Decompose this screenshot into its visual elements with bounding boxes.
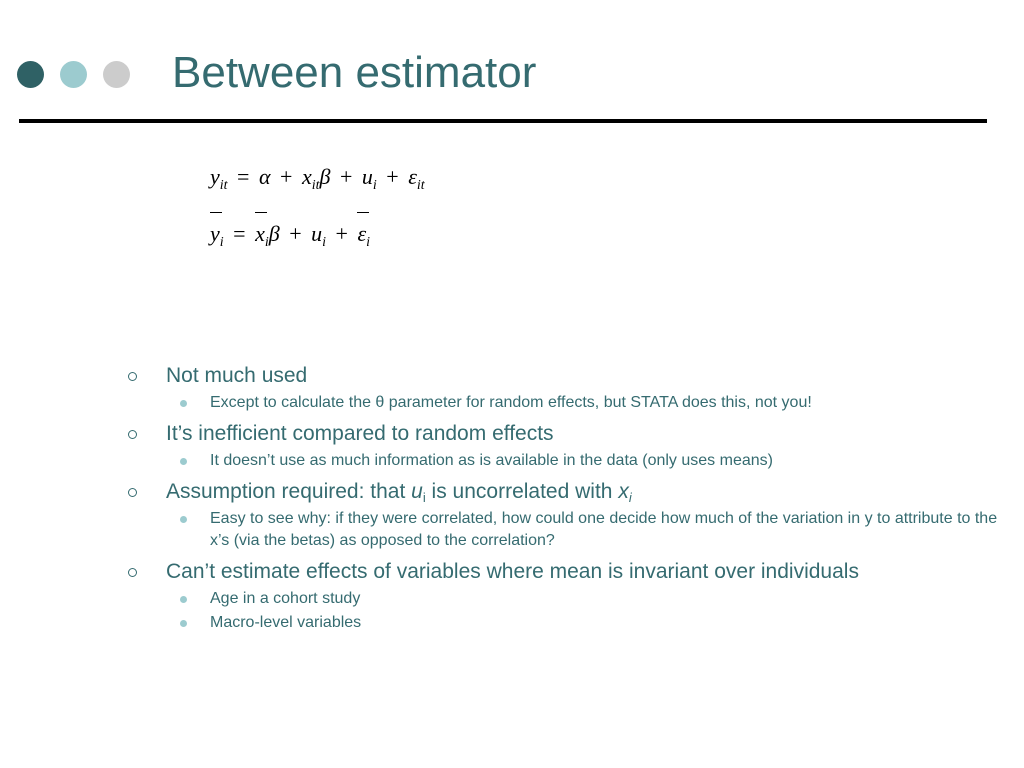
eq1-sub-it-x: it xyxy=(311,178,320,193)
sub-bullet-item: Easy to see why: if they were correlated, how could one decide how much of the variation in y to attribute to the x’s (via the betas) as opposed to the correlation? xyxy=(128,508,1008,552)
eq1-epsilon: ε xyxy=(408,164,417,189)
eq2-y: y xyxy=(210,221,220,246)
eq1-x: x xyxy=(301,164,312,189)
eq2-equals: = xyxy=(233,221,246,246)
sub-bullet-item: Except to calculate the θ parameter for random effects, but STATA does this, not you! xyxy=(128,392,1008,414)
eq2-x: x xyxy=(255,221,265,246)
slide-title: Between estimator xyxy=(172,48,537,97)
eq2-beta: β xyxy=(268,221,280,246)
eq1-plus-2: + xyxy=(339,164,353,189)
dark-dot-icon xyxy=(17,61,44,88)
eq1-sub-i: i xyxy=(372,178,377,193)
eq1-sub-it: it xyxy=(219,178,228,193)
eq1-plus-1: + xyxy=(280,164,293,189)
bullet-item xyxy=(128,478,1008,506)
eq1-alpha: α xyxy=(258,164,271,189)
eq1-equals: = xyxy=(237,164,250,189)
eq1-u: u xyxy=(361,164,373,189)
eq2-sub-i-x: i xyxy=(264,235,269,250)
equation-model xyxy=(210,163,425,191)
eq2-plus-1: + xyxy=(289,221,302,246)
bullet-var-u: u xyxy=(411,480,423,503)
sub-bullet-item: Age in a cohort study xyxy=(128,588,1008,610)
title-divider xyxy=(19,119,987,123)
bullet-item: Not much used xyxy=(128,362,1008,390)
bullet-sub-i: i xyxy=(422,490,426,505)
sub-bullet-item: It doesn’t use as much information as is available in the data (only uses means) xyxy=(128,450,1008,472)
bullet-sub-i-x: i xyxy=(628,490,632,505)
bullet-var-x: x xyxy=(618,480,629,503)
sub-bullet-item: Macro-level variables xyxy=(128,612,1008,634)
bullet-text-pre: Assumption required: that xyxy=(166,480,412,503)
eq2-plus-2: + xyxy=(335,221,348,246)
light-dot-icon xyxy=(60,61,87,88)
eq2-u: u xyxy=(311,221,323,246)
eq2-sub-i-eps: i xyxy=(366,235,370,250)
eq1-y: y xyxy=(210,164,220,189)
eq2-ybar xyxy=(210,220,220,248)
bullet-text-mid: is uncorrelated with xyxy=(425,480,619,503)
equation-between xyxy=(210,220,370,248)
grey-dot-icon xyxy=(103,61,130,88)
eq2-xbar xyxy=(255,220,265,248)
eq2-epsilon: ε xyxy=(357,221,367,246)
eq1-sub-it-eps: it xyxy=(416,178,425,193)
bullet-item: Can’t estimate effects of variables where mean is invariant over individuals xyxy=(128,558,1008,586)
eq1-plus-3: + xyxy=(386,164,399,189)
bullet-item: It’s inefficient compared to random effects xyxy=(128,420,1008,448)
eq2-sub-i-u: i xyxy=(322,235,327,250)
eq2-sub-i-y: i xyxy=(219,235,224,250)
eq2-epsbar xyxy=(357,220,366,248)
bullet-list xyxy=(128,358,1008,634)
eq1-beta: β xyxy=(319,164,331,189)
